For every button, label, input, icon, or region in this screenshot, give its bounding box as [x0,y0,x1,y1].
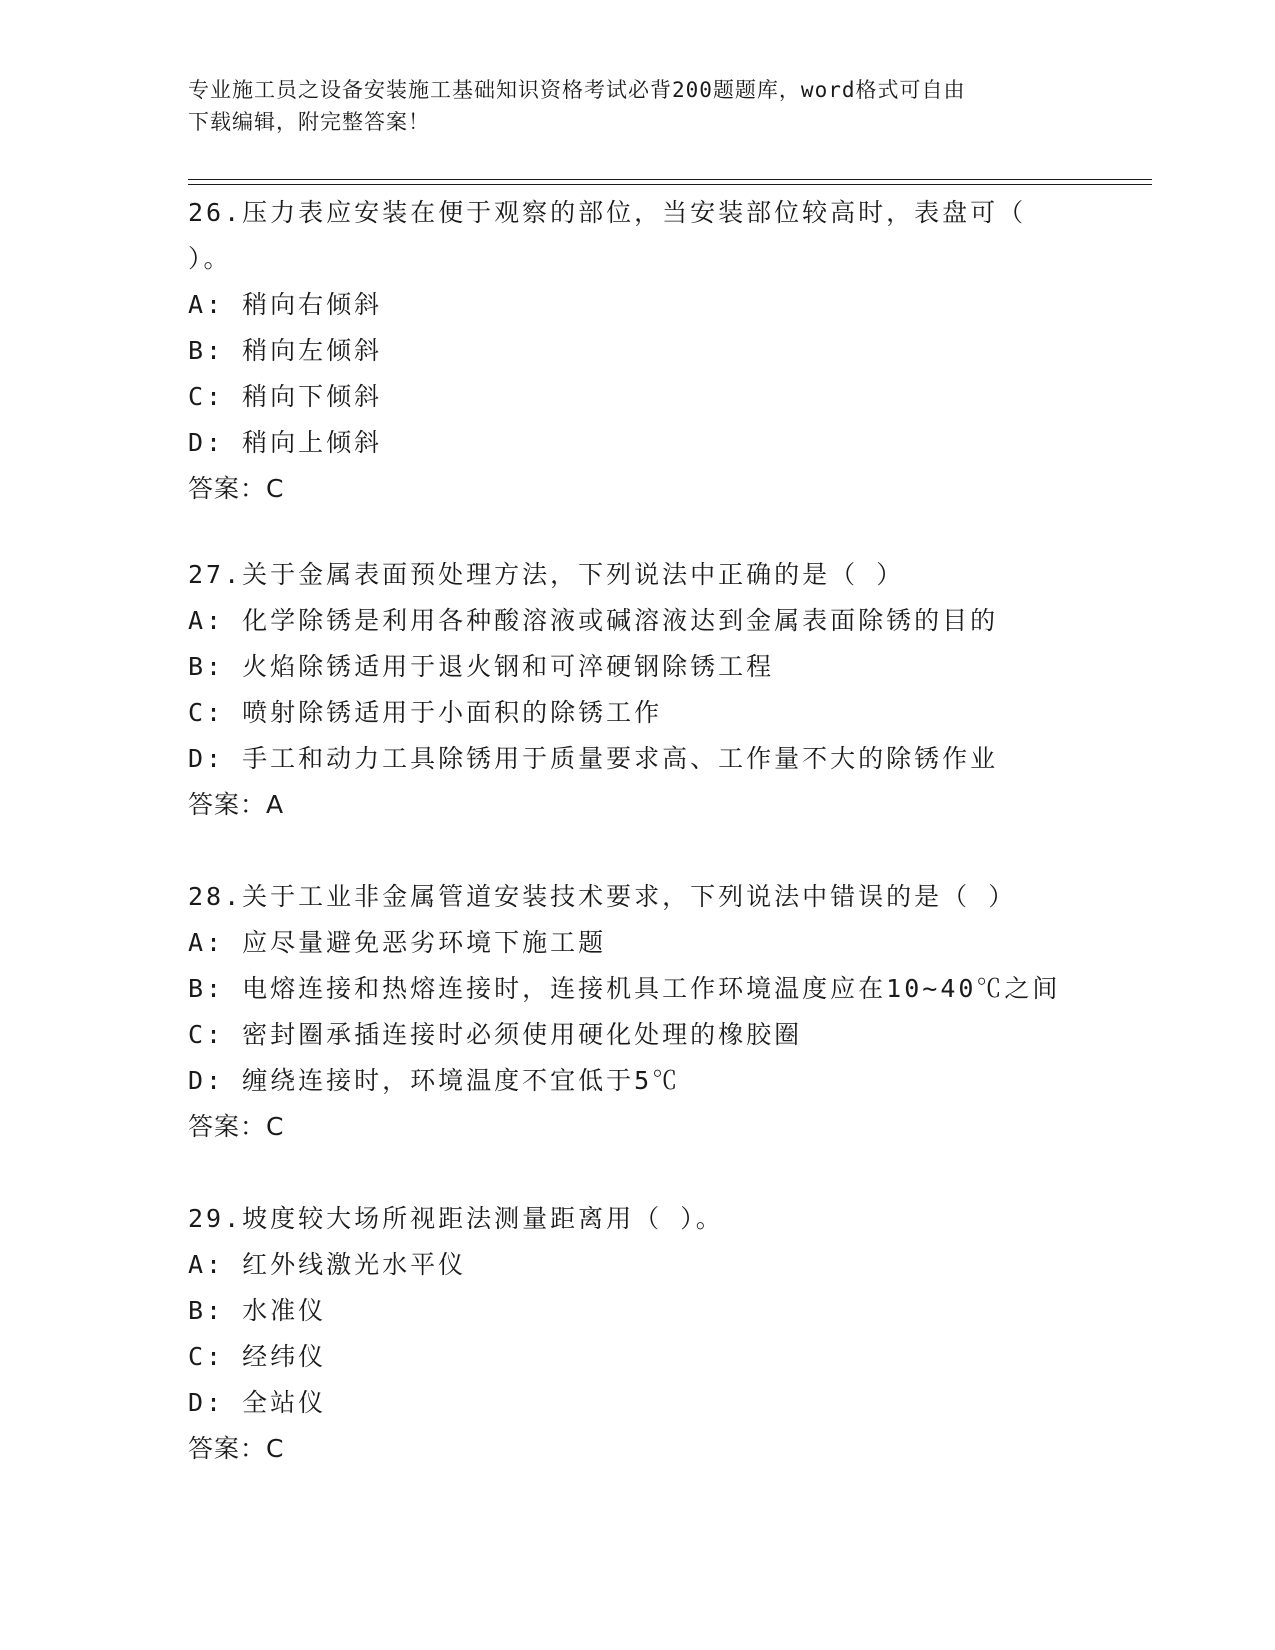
option-text: 经纬仪 [242,1342,327,1371]
option-letter: D: [188,1388,225,1417]
option-a [188,1242,1088,1288]
option-d [188,736,1088,782]
option-text: 火焰除锈适用于退火钢和可淬硬钢除锈工程 [242,652,775,681]
option-text: 稍向左倾斜 [242,336,383,365]
option-letter: C: [188,1342,225,1371]
option-letter: D: [188,1066,225,1095]
option-letter: C: [188,698,225,727]
option-b [188,966,1088,1012]
question-27 [188,552,1088,828]
question-stem: 28.关于工业非金属管道安装技术要求，下列说法中错误的是（ ） [188,882,1017,911]
option-text: 电熔连接和热熔连接时，连接机具工作环境温度应在10~40℃之间 [242,974,1061,1003]
option-letter: A: [188,928,225,957]
option-letter: C: [188,1020,225,1049]
option-text: 稍向右倾斜 [242,290,383,319]
option-b [188,644,1088,690]
option-letter: B: [188,652,225,681]
option-text: 缠绕连接时，环境温度不宜低于5℃ [242,1066,681,1095]
answer-line: 答案：C [188,1112,285,1141]
option-text: 密封圈承插连接时必须使用硬化处理的橡胶圈 [242,1020,803,1049]
question-29 [188,1196,1088,1472]
header-divider-bottom [188,184,1152,185]
option-text: 红外线激光水平仪 [242,1250,467,1279]
answer-line: 答案：C [188,1434,285,1463]
option-letter: D: [188,428,225,457]
option-text: 全站仪 [242,1388,327,1417]
option-letter: C: [188,382,225,411]
question-28 [188,874,1088,1150]
option-d [188,420,1088,466]
question-26 [188,190,1088,512]
option-letter: A: [188,606,225,635]
question-stem: 27.关于金属表面预处理方法，下列说法中正确的是（ ） [188,560,905,589]
header-line-1: 专业施工员之设备安装施工基础知识资格考试必背200题题库，word格式可自由 [188,78,966,102]
header-divider-top [188,179,1152,180]
header-line-2: 下载编辑，附完整答案！ [188,110,430,134]
option-c [188,1334,1088,1380]
option-a [188,920,1088,966]
option-c [188,690,1088,736]
question-stem: 26.压力表应安装在便于观察的部位，当安装部位较高时，表盘可（ [188,198,1027,227]
option-a [188,598,1088,644]
option-text: 稍向下倾斜 [242,382,383,411]
answer-line: 答案：C [188,474,285,503]
option-c [188,374,1088,420]
option-c [188,1012,1088,1058]
question-stem-continued: ）。 [188,244,232,273]
option-d [188,1380,1088,1426]
option-a [188,282,1088,328]
option-text: 手工和动力工具除锈用于质量要求高、工作量不大的除锈作业 [242,744,999,773]
option-letter: B: [188,1296,225,1325]
option-letter: B: [188,974,225,1003]
question-stem: 29.坡度较大场所视距法测量距离用（ ）。 [188,1204,724,1233]
option-letter: D: [188,744,225,773]
answer-line: 答案：A [188,790,285,819]
option-text: 稍向上倾斜 [242,428,383,457]
option-b [188,328,1088,374]
option-text: 化学除锈是利用各种酸溶液或碱溶液达到金属表面除锈的目的 [242,606,999,635]
option-text: 应尽量避免恶劣环境下施工题 [242,928,607,957]
option-d [188,1058,1088,1104]
option-b [188,1288,1088,1334]
option-text: 水准仪 [242,1296,327,1325]
document-header [188,74,1068,138]
option-text: 喷射除锈适用于小面积的除锈工作 [242,698,663,727]
option-letter: B: [188,336,225,365]
option-letter: A: [188,290,225,319]
option-letter: A: [188,1250,225,1279]
